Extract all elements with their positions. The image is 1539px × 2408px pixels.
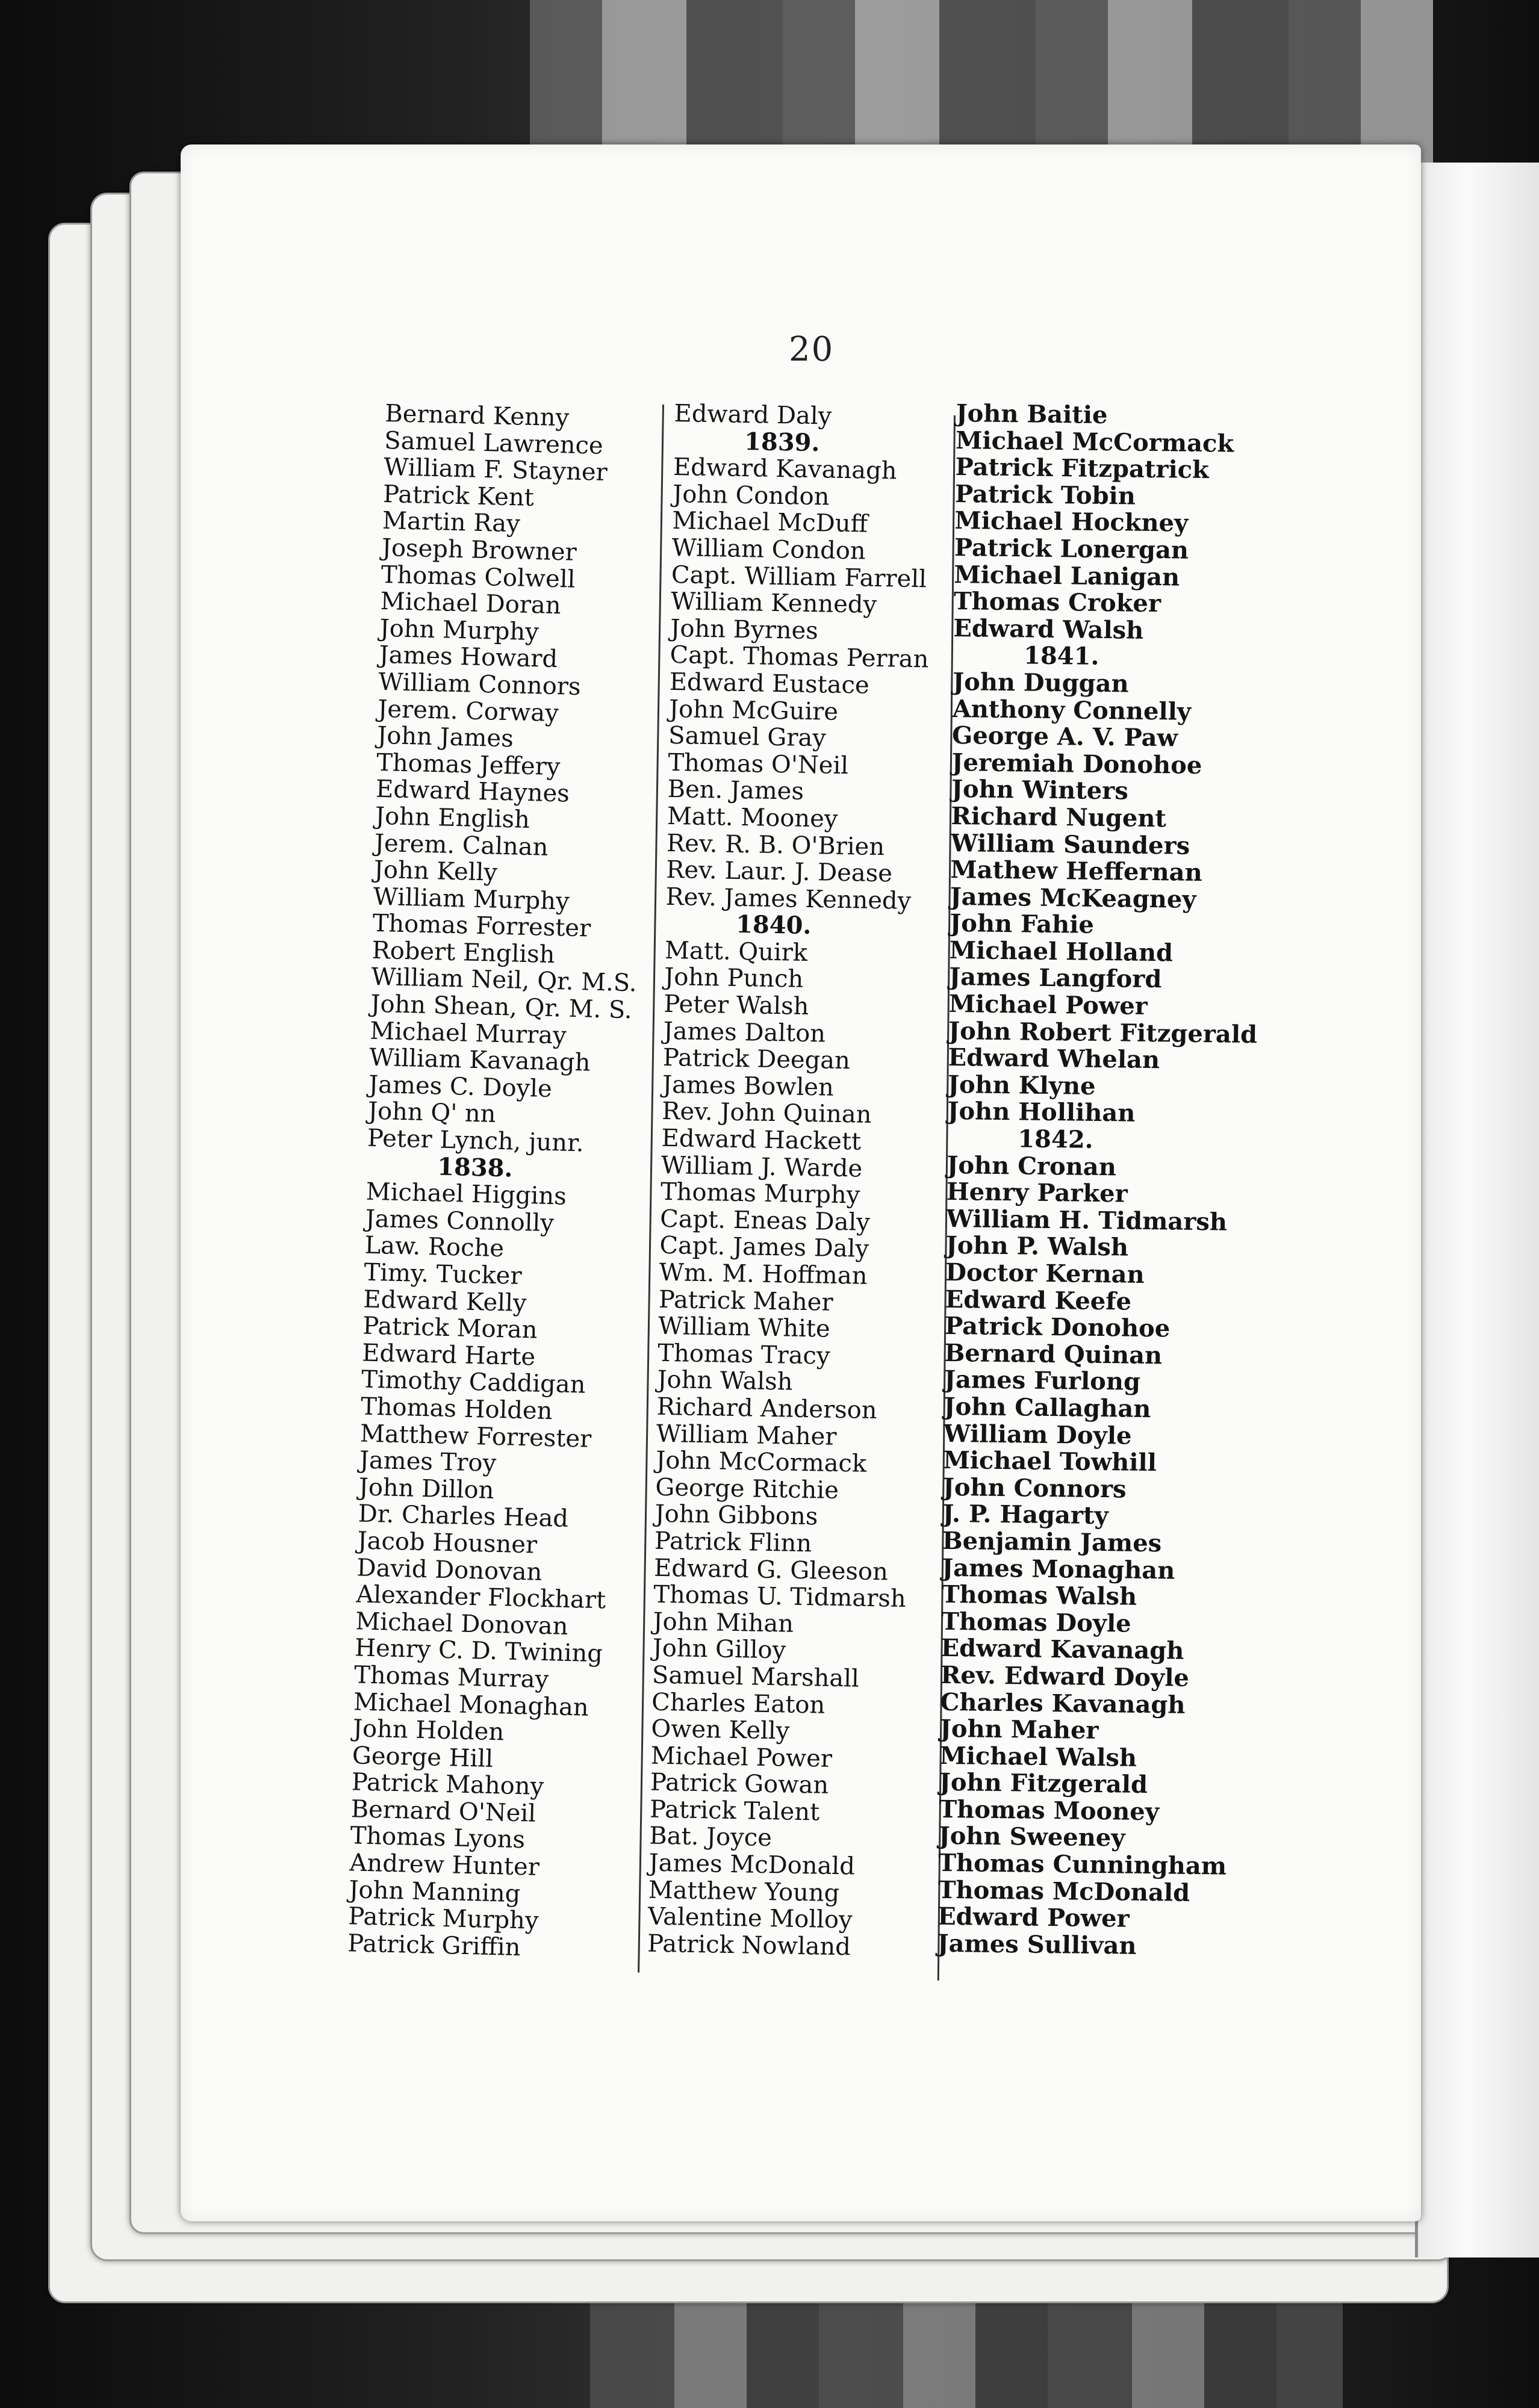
name-column-2: [647, 400, 933, 1962]
list-item: Michael Holland: [949, 936, 1174, 967]
list-item: John English: [375, 802, 530, 834]
list-item: Patrick Gowan: [650, 1768, 829, 1800]
list-item: Patrick Lonergan: [954, 533, 1189, 565]
list-item: Patrick Mahony: [351, 1768, 544, 1801]
list-item: John McCormack: [655, 1446, 867, 1478]
list-item: John Holden: [352, 1714, 505, 1746]
list-item: James McKeagney: [950, 882, 1196, 914]
list-item: John Hollihan: [947, 1097, 1136, 1128]
list-item: John Robert Fitzgerald: [948, 1016, 1258, 1049]
list-item: Joseph Browner: [381, 533, 577, 566]
list-item: Edward Power: [937, 1902, 1130, 1933]
list-item: William Maher: [656, 1420, 837, 1451]
list-item: John Dillon: [358, 1473, 495, 1504]
list-item: James McDonald: [648, 1849, 856, 1881]
list-item: Edward Kavanagh: [940, 1634, 1184, 1666]
list-item: Edward Daly: [674, 400, 832, 430]
list-item: James Connolly: [365, 1205, 555, 1238]
list-item: Patrick Talent: [649, 1795, 820, 1826]
list-item: John Kelly: [373, 855, 498, 887]
list-item: Patrick Griffin: [347, 1929, 521, 1962]
list-item: Andrew Hunter: [349, 1849, 540, 1882]
list-item: Capt. Thomas Perran: [670, 641, 929, 674]
list-item: Edward Harte: [361, 1339, 536, 1371]
list-item: James Dalton: [663, 1017, 826, 1048]
list-item: Charles Eaton: [651, 1688, 825, 1719]
list-item: Timy. Tucker: [364, 1258, 523, 1290]
list-item: Law. Roche: [364, 1231, 505, 1263]
page-number: 20: [789, 330, 835, 369]
list-item: George A. V. Paw: [951, 721, 1178, 752]
list-item: John Cronan: [947, 1150, 1117, 1181]
list-item: Patrick Maher: [658, 1285, 833, 1317]
list-item: Jerem. Calnan: [374, 829, 549, 861]
list-item: Capt. Eneas Daly: [659, 1205, 871, 1237]
list-item: Edward Whelan: [948, 1043, 1160, 1075]
list-item: Matt. Mooney: [667, 802, 838, 833]
list-item: Valentine Molloy: [647, 1902, 853, 1934]
list-item: Edward Haynes: [375, 775, 570, 808]
year-heading: 1842.: [1018, 1125, 1093, 1154]
list-item: John Gilloy: [652, 1634, 786, 1665]
list-item: Owen Kelly: [651, 1714, 790, 1745]
list-item: John Sweeney: [938, 1822, 1125, 1853]
list-item: Thomas Murphy: [660, 1178, 860, 1209]
list-item: William J. Warde: [661, 1151, 863, 1183]
list-item: Michael Donovan: [355, 1607, 569, 1640]
list-item: Patrick Tobin: [954, 479, 1136, 510]
list-item: Edward Eustace: [669, 668, 870, 700]
list-item: John Fitzgerald: [939, 1768, 1148, 1799]
list-item: Thomas Forrester: [372, 910, 591, 943]
list-item: John Gibbons: [654, 1500, 818, 1531]
list-item: Michael Higgins: [365, 1178, 567, 1211]
list-item: John Duggan: [953, 667, 1129, 698]
list-item: Jacob Housner: [357, 1527, 538, 1559]
list-item: Michael Monaghan: [353, 1687, 589, 1722]
list-item: Patrick Donohoe: [944, 1312, 1171, 1343]
list-item: Doctor Kernan: [945, 1258, 1145, 1289]
list-item: John Callaghan: [944, 1392, 1151, 1424]
list-item: John Byrnes: [670, 614, 819, 645]
list-item: Samuel Gray: [668, 722, 827, 752]
list-item: Dr. Charles Head: [358, 1500, 569, 1533]
list-item: John Shean, Qr. M. S.: [370, 990, 633, 1025]
year-heading: 1839.: [744, 427, 820, 457]
list-item: Samuel Marshall: [651, 1661, 860, 1693]
list-item: James Furlong: [944, 1365, 1141, 1397]
list-item: Thomas Holden: [360, 1392, 553, 1426]
list-item: George Hill: [352, 1742, 494, 1773]
list-item: Thomas Walsh: [941, 1580, 1137, 1611]
name-column-1: [347, 400, 651, 1963]
list-item: Rev. Laur. J. Dease: [665, 855, 893, 888]
list-item: John Fahie: [950, 909, 1095, 940]
list-item: J. P. Hagarty: [942, 1500, 1109, 1530]
list-item: Michael Lanigan: [954, 560, 1180, 592]
list-item: John Murphy: [379, 614, 539, 647]
list-item: Michael Hockney: [954, 506, 1189, 538]
list-item: Jeremiah Donohoe: [951, 748, 1202, 780]
list-item: Peter Lynch, junr.: [367, 1124, 585, 1158]
list-item: Thomas Croker: [953, 587, 1161, 618]
list-item: Michael Towhill: [943, 1446, 1157, 1477]
list-item: James Bowlen: [662, 1070, 835, 1102]
list-item: Rev. R. B. O'Brien: [666, 829, 885, 861]
list-item: David Donovan: [356, 1553, 543, 1586]
list-item: Henry Parker: [946, 1178, 1128, 1208]
list-item: John Maher: [939, 1714, 1099, 1745]
list-item: William H. Tidmarsh: [946, 1204, 1228, 1237]
list-item: John Baitie: [956, 399, 1108, 430]
list-item: Thomas Cunningham: [938, 1848, 1227, 1881]
list-item: John McGuire: [668, 695, 839, 726]
list-item: Rev. Edward Doyle: [940, 1660, 1190, 1692]
list-item: Thomas McDonald: [937, 1875, 1190, 1907]
list-item: James Sullivan: [937, 1929, 1137, 1960]
list-item: Edward Keefe: [945, 1285, 1132, 1316]
list-item: Timothy Caddigan: [361, 1365, 586, 1399]
facing-page-edge: [1415, 163, 1539, 2258]
list-item: Samuel Lawrence: [384, 426, 604, 460]
list-item: Matt. Quirk: [664, 936, 808, 967]
list-item: John James: [376, 721, 514, 753]
list-item: Patrick Murphy: [347, 1902, 539, 1935]
list-item: William White: [658, 1312, 831, 1343]
year-heading: 1838.: [437, 1152, 514, 1183]
list-item: Ben. James: [667, 775, 804, 806]
list-item: Bernard O'Neil: [350, 1795, 536, 1828]
list-item: Patrick Flinn: [654, 1527, 812, 1558]
list-item: Thomas Murray: [353, 1661, 549, 1694]
list-item: William Kennedy: [670, 588, 877, 619]
list-item: James Langford: [949, 963, 1162, 994]
list-item: Capt. William Farrell: [671, 560, 927, 593]
list-item: James Troy: [359, 1446, 497, 1478]
list-item: Patrick Fitzpatrick: [955, 453, 1210, 485]
list-item: Richard Nugent: [951, 801, 1167, 833]
list-item: Matthew Young: [648, 1876, 840, 1907]
list-item: Michael Walsh: [939, 1741, 1137, 1772]
list-item: Capt. James Daly: [659, 1232, 869, 1264]
list-item: Patrick Moran: [362, 1312, 538, 1344]
list-item: Michael Power: [650, 1742, 833, 1773]
list-item: Rev. James Kennedy: [665, 883, 912, 915]
list-item: Michael Murray: [369, 1017, 567, 1050]
list-item: Alexander Flockhart: [355, 1580, 606, 1615]
list-item: Robert English: [372, 936, 555, 969]
list-item: Michael McDuff: [672, 507, 868, 539]
year-heading: 1840.: [735, 910, 812, 940]
list-item: Thomas Doyle: [940, 1607, 1131, 1638]
list-item: George Ritchie: [655, 1473, 839, 1504]
list-item: Anthony Connelly: [952, 694, 1192, 726]
list-item: Rev. John Quinan: [661, 1097, 872, 1129]
list-item: William Condon: [671, 533, 866, 565]
list-item: Wm. M. Hoffman: [659, 1258, 868, 1290]
list-item: William Neil, Qr. M.S.: [371, 963, 638, 998]
list-item: Michael Doran: [380, 588, 562, 620]
list-item: John Winters: [951, 775, 1129, 805]
list-item: Peter Walsh: [664, 990, 809, 1021]
list-item: Edward G. Gleeson: [653, 1554, 889, 1586]
list-item: Michael Power: [948, 989, 1148, 1021]
list-item: James Monaghan: [942, 1553, 1175, 1585]
list-item: William Murphy: [373, 883, 570, 916]
list-item: Thomas Tracy: [657, 1339, 830, 1370]
list-item: Thomas O'Neil: [668, 748, 849, 780]
list-item: Patrick Kent: [382, 480, 535, 512]
list-item: Patrick Nowland: [647, 1929, 851, 1961]
list-item: James C. Doyle: [368, 1070, 553, 1103]
list-item: Bernard Kenny: [384, 400, 570, 432]
list-item: John Condon: [672, 480, 830, 511]
list-item: Edward Kavanagh: [673, 453, 897, 485]
list-item: John Manning: [348, 1875, 521, 1908]
list-item: Thomas Lyons: [350, 1822, 526, 1854]
list-item: Richard Anderson: [656, 1392, 877, 1425]
list-item: Matthew Forrester: [359, 1420, 592, 1453]
list-item: Bat. Joyce: [648, 1822, 773, 1852]
list-item: Martin Ray: [382, 507, 521, 538]
list-item: William F. Stayner: [383, 453, 608, 487]
list-item: James Howard: [379, 641, 558, 674]
list-item: Mathew Heffernan: [950, 855, 1202, 887]
list-item: Edward Hackett: [661, 1124, 862, 1156]
list-item: John P. Walsh: [945, 1231, 1129, 1262]
list-item: Benjamin James: [942, 1526, 1162, 1558]
list-item: Edward Kelly: [362, 1285, 527, 1317]
list-item: John Klyne: [947, 1070, 1096, 1100]
list-item: John Connors: [942, 1472, 1127, 1504]
year-heading: 1841.: [1023, 641, 1099, 671]
list-item: Thomas Jeffery: [376, 748, 561, 781]
list-item: John Q' nn: [367, 1097, 497, 1129]
list-item: Edward Walsh: [953, 613, 1144, 645]
list-item: John Punch: [664, 963, 804, 994]
list-item: William Saunders: [950, 828, 1190, 860]
name-column-3: [937, 400, 1264, 1961]
list-item: Michael McCormack: [955, 426, 1234, 458]
list-item: Charles Kavanagh: [940, 1687, 1186, 1719]
list-item: Patrick Deegan: [662, 1044, 851, 1075]
list-item: Thomas Colwell: [381, 560, 576, 594]
list-item: John Mihan: [653, 1607, 794, 1638]
list-item: Henry C. D. Twining: [354, 1634, 603, 1668]
list-item: Bernard Quinan: [944, 1338, 1163, 1370]
list-item: Thomas U. Tidmarsh: [653, 1580, 906, 1613]
list-item: John Walsh: [657, 1366, 793, 1397]
list-item: Jerem. Corway: [377, 695, 559, 727]
list-item: William Kavanagh: [368, 1043, 591, 1077]
list-item: Thomas Mooney: [939, 1795, 1160, 1826]
list-item: William Doyle: [943, 1419, 1132, 1450]
list-item: William Connors: [378, 668, 582, 701]
